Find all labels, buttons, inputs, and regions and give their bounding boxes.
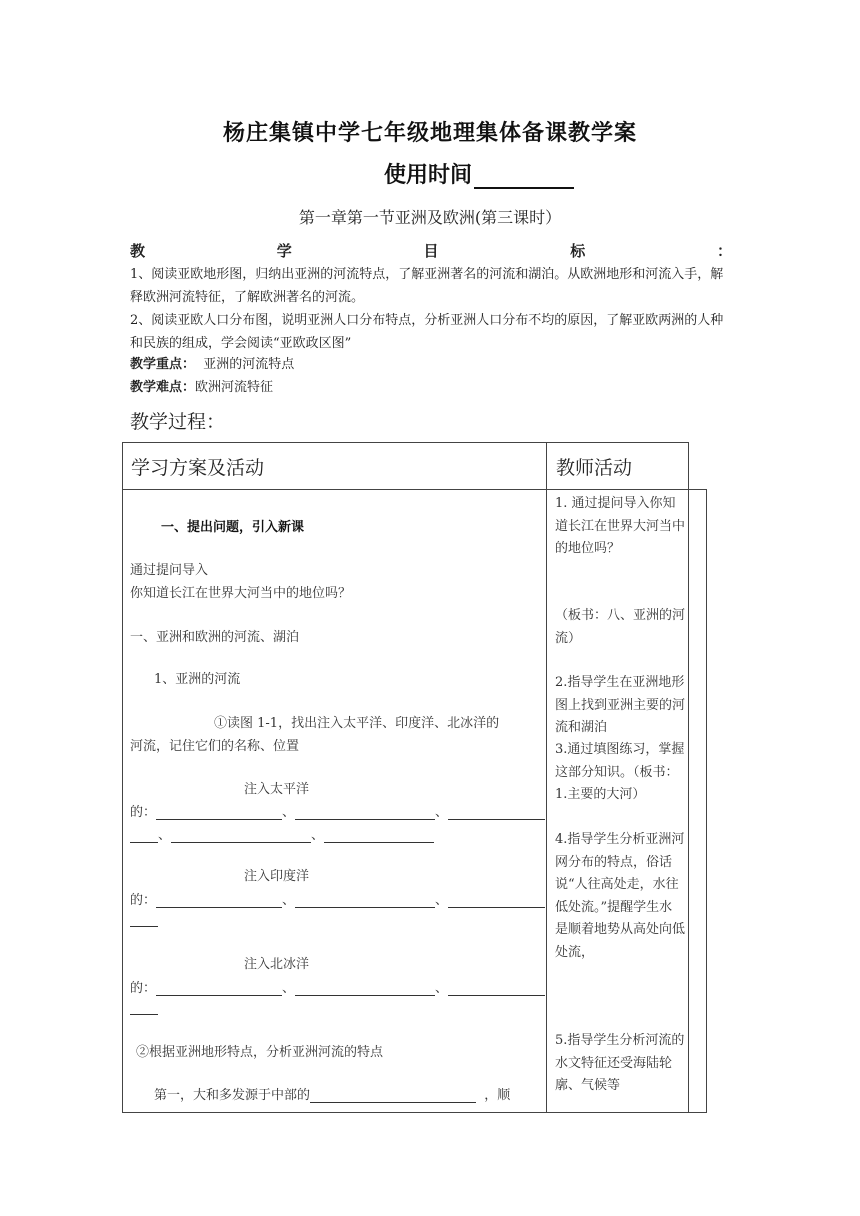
use-time-blank[interactable] (474, 163, 574, 189)
fill-prefix: 的： (130, 893, 157, 908)
goal-item-1: 1、阅读亚欧地形图，归纳出亚洲的河流特点，了解亚洲著名的河流和湖泊。从欧洲地形和河流入手，解释欧洲河流特征，了解欧洲著名的河流。 (130, 267, 724, 305)
difficulty-value: 欧洲河流特征 (195, 380, 274, 395)
section-rivers-heading: 一、亚洲和欧洲的河流、湖泊 (130, 630, 300, 645)
column-header-teacher: 教师活动 (556, 457, 633, 479)
task-1-line-1: ①读图 1-1，找出注入太平洋、印度洋、北冰洋的 (214, 716, 500, 731)
indian-fill-line-2 (130, 912, 158, 927)
table-border-left (122, 442, 123, 1113)
indian-label: 注入印度洋 (244, 869, 310, 884)
goals-heading-char: ： (716, 242, 732, 260)
fill-sep: 、 (158, 828, 172, 843)
key-point-label: 教学重点： (130, 357, 196, 372)
intro-line-2: 你知道长江在世界大河当中的地位吗？ (130, 586, 352, 601)
task-2-line: ②根据亚洲地形特点，分析亚洲河流的特点 (136, 1045, 384, 1060)
fill-blank[interactable] (324, 828, 434, 843)
teacher-activity-1: 1. 通过提问导入你知道长江在世界大河当中的地位吗？ (555, 496, 686, 556)
table-border-right (688, 442, 689, 1113)
first-feature-line (154, 1084, 510, 1103)
goals-heading-char: 教 (130, 242, 146, 260)
table-column-divider (546, 442, 547, 1113)
fill-blank[interactable] (156, 981, 282, 996)
indian-fill-line-1 (130, 889, 545, 908)
asia-rivers-subheading: 1、亚洲的河流 (154, 672, 241, 687)
fill-sep: 、 (435, 893, 449, 908)
teacher-activity-2: 2.指导学生在亚洲地形图上找到亚洲主要的河流和湖泊 (555, 675, 686, 735)
first-feature-tail: ，顺 (484, 1088, 511, 1103)
fill-blank[interactable] (156, 893, 282, 908)
fill-blank[interactable] (295, 981, 435, 996)
fill-blank[interactable] (130, 912, 158, 927)
arctic-label: 注入北冰洋 (244, 957, 310, 972)
column-header-plan: 学习方案及活动 (131, 457, 265, 479)
chapter-heading: 第一章第一节亚洲及欧洲(第三课时） (298, 208, 562, 227)
goals-heading-char: 目 (423, 242, 439, 260)
process-heading: 教学过程： (130, 411, 226, 433)
difficulty-point (130, 376, 732, 399)
goals-heading-char: 学 (276, 242, 292, 260)
fill-blank[interactable] (448, 981, 545, 996)
fill-blank[interactable] (295, 893, 435, 908)
teacher-activity-board-1: （板书：八、亚洲的河流） (555, 608, 686, 646)
table-border-top (122, 442, 689, 443)
key-point (130, 353, 732, 376)
key-point-value: 亚洲的河流特点 (203, 357, 295, 372)
use-time-label: 使用时间 (384, 162, 473, 188)
fill-blank[interactable] (171, 828, 311, 843)
fill-blank[interactable] (130, 828, 158, 843)
fill-sep: 、 (282, 981, 296, 996)
pacific-label: 注入太平洋 (244, 782, 310, 797)
fill-sep: 、 (282, 893, 296, 908)
fill-blank[interactable] (310, 1088, 476, 1103)
first-feature-text: 第一，大和多发源于中部的 (154, 1088, 311, 1103)
fill-blank[interactable] (156, 805, 282, 820)
fill-blank[interactable] (130, 1000, 158, 1015)
task-1-line-2: 河流，记住它们的名称、位置 (130, 739, 300, 754)
table-border-right-outer (706, 489, 707, 1113)
pacific-fill-line-1 (130, 801, 545, 820)
section-intro-heading: 一、提出问题，引入新课 (161, 520, 305, 535)
fill-blank[interactable] (448, 893, 545, 908)
fill-sep: 、 (282, 805, 296, 820)
arctic-fill-line-1 (130, 977, 545, 996)
page-title: 杨庄集镇中学七年级地理集体备课教学案 (222, 120, 637, 146)
fill-prefix: 的： (130, 805, 157, 820)
goals-heading-char: 标 (570, 242, 586, 260)
table-border-bottom (122, 1112, 706, 1113)
pacific-fill-line-2 (130, 824, 434, 843)
fill-blank[interactable] (448, 805, 545, 820)
goal-item-2: 2、阅读亚欧人口分布图，说明亚洲人口分布特点，分析亚洲人口分布不均的原因，了解亚欧两洲的人种和民族的组成，学会阅读“亚欧政区图” (130, 313, 724, 351)
intro-line-1: 通过提问导入 (130, 563, 209, 578)
teacher-activity-5: 5.指导学生分析河流的水文特征还受海陆轮廓、气候等 (555, 1033, 685, 1093)
use-time-line (384, 158, 574, 189)
fill-sep: 、 (311, 828, 325, 843)
teacher-activity-3: 3.通过填图练习，掌握这部分知识。（板书：1.主要的大河） (555, 742, 685, 802)
fill-prefix: 的： (130, 981, 157, 996)
fill-sep: 、 (435, 805, 449, 820)
fill-blank[interactable] (295, 805, 435, 820)
teacher-activity-4: 4.指导学生分析亚洲河网分布的特点，俗话说“人往高处走，水往低处流。”提醒学生水是顺着地势从高处向低处流， (555, 832, 686, 960)
table-header-divider (122, 489, 706, 490)
difficulty-label: 教学难点： (130, 380, 196, 395)
fill-sep: 、 (435, 981, 449, 996)
teaching-goals-heading (130, 240, 732, 261)
arctic-fill-line-2 (130, 1000, 158, 1015)
